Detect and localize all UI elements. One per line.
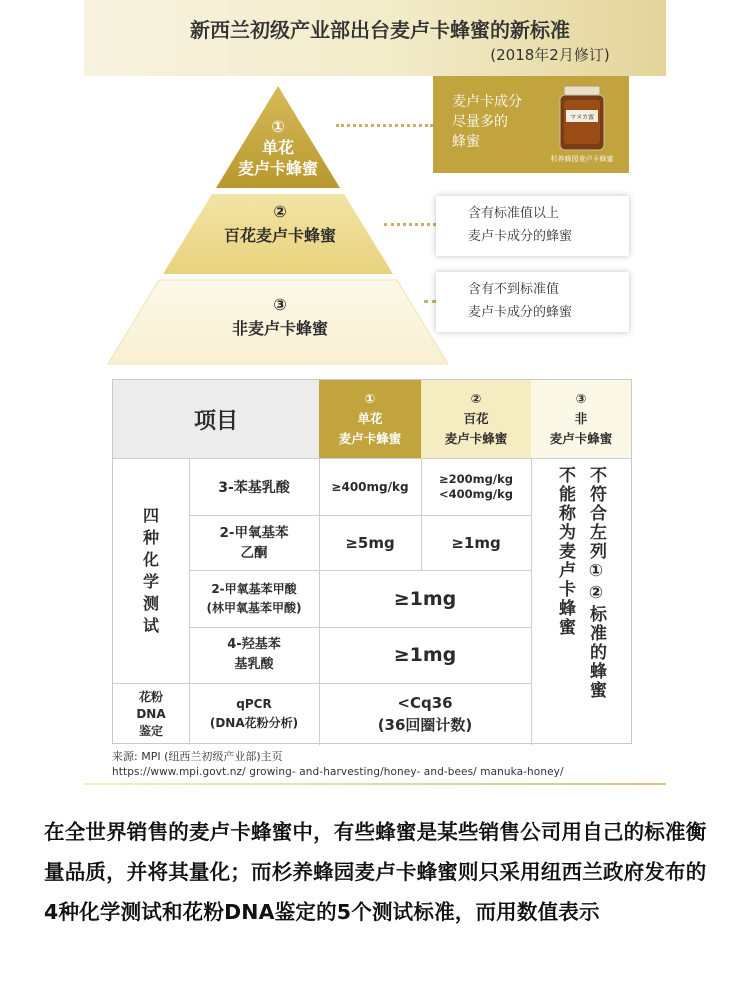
note-2-line-1: 含有标准值以上 bbox=[468, 206, 560, 221]
note-box-2 bbox=[436, 196, 629, 256]
row-1-name: 3-苯基乳酸 bbox=[218, 479, 290, 496]
row-5-value-line-2: (36回圈计数) bbox=[377, 716, 473, 734]
row-5-value-line-1: <Cq36 bbox=[397, 694, 453, 712]
note-1-line-3: 蜂蜜 bbox=[452, 134, 480, 150]
header-col-1 bbox=[319, 380, 421, 458]
header-col-3-line-2: 麦卢卡蜂蜜 bbox=[549, 431, 613, 446]
description-paragraph: 在全世界销售的麦卢卡蜂蜜中，有些蜂蜜是某些销售公司用自己的标准衡量品质，并将其量化；而杉养蜂园麦卢卡蜂蜜则只采用纽西兰政府发布的4种化学测试和花粉DNA鉴定的5个测试标准，而用数值表示 bbox=[44, 820, 707, 924]
row-3-value-merged: ≥1mg bbox=[393, 587, 457, 610]
pyramid-label-2 bbox=[180, 200, 380, 248]
note-box-3 bbox=[436, 272, 629, 332]
row-4-name-line-1: 4-羟基苯 bbox=[227, 637, 281, 652]
row-2-value-col-1: ≥5mg bbox=[345, 533, 395, 552]
header-col-3-num: ③ bbox=[575, 391, 587, 406]
connector-dots-1 bbox=[336, 124, 433, 127]
group-dna-line-1: 花粉 bbox=[138, 689, 163, 704]
pyramid-num-3: ③ bbox=[273, 295, 287, 314]
group-dna-line-2: DNA bbox=[136, 706, 166, 721]
source-label: 来源: MPI (纽西兰初级产业部)主页 bbox=[112, 750, 283, 763]
row-5-value-merged bbox=[319, 683, 531, 745]
row-2-name-line-2: 乙酮 bbox=[240, 544, 268, 561]
row-5-name bbox=[189, 683, 319, 745]
row-1-value-col-2-line-1: ≥200mg/kg bbox=[439, 471, 513, 486]
row-1-value-col-2 bbox=[421, 458, 531, 515]
note-3-line-2: 麦卢卡成分的蜂蜜 bbox=[468, 305, 573, 320]
group-dna-test bbox=[113, 683, 189, 745]
note-2-line-2: 麦卢卡成分的蜂蜜 bbox=[468, 229, 573, 244]
honey-jar-image bbox=[554, 84, 610, 152]
header-col-2-line-2: 麦卢卡蜂蜜 bbox=[444, 431, 508, 446]
page-title: 新西兰初级产业部出台麦卢卡蜂蜜的新标准 bbox=[190, 18, 570, 42]
row-4-name-line-2: 基乳酸 bbox=[234, 657, 274, 672]
divider bbox=[84, 783, 666, 785]
row-2-name-line-1: 2-甲氧基苯 bbox=[219, 524, 289, 541]
pyramid-num-2: ② bbox=[273, 202, 287, 221]
standards-table bbox=[112, 379, 632, 744]
row-5-name-line-2: (DNA花粉分析) bbox=[209, 716, 299, 730]
header-col-1-line-1: 单花 bbox=[357, 411, 383, 426]
pyramid-label-1 bbox=[208, 116, 348, 179]
header-col-3-line-1: 非 bbox=[574, 411, 588, 426]
header-col-3 bbox=[531, 380, 631, 458]
note-1-line-1: 麦卢卡成分 bbox=[452, 94, 522, 110]
pyramid-text-3: 非麦卢卡蜂蜜 bbox=[231, 319, 328, 338]
pyramid-num-1: ① bbox=[271, 117, 285, 136]
group-chemical-tests: 四种化学测试 bbox=[142, 505, 159, 635]
note-3-line-1: 含有不到标准值 bbox=[468, 282, 560, 297]
pyramid-label-3 bbox=[160, 293, 400, 341]
header-col-2 bbox=[421, 380, 531, 458]
col-3-note-a: 不符合左列①②标准的蜂蜜 bbox=[586, 466, 606, 700]
group-dna-line-3: 鉴定 bbox=[138, 723, 163, 738]
page-subtitle: (2018年2月修订) bbox=[490, 46, 610, 64]
row-3-name-line-2: (林甲氧基苯甲酸) bbox=[206, 600, 302, 615]
pyramid-text-1b: 麦卢卡蜂蜜 bbox=[237, 159, 318, 178]
col-3-note bbox=[531, 458, 631, 745]
header-col-2-line-1: 百花 bbox=[463, 411, 489, 426]
row-2-value-col-2: ≥1mg bbox=[451, 533, 501, 552]
connector-dots-3 bbox=[424, 300, 436, 303]
source-url: https://www.mpi.govt.nz/ growing- and-harvesting/honey- and-bees/ manuka-honey/ bbox=[112, 766, 564, 778]
col-3-note-b: 不能称为麦卢卡蜂蜜 bbox=[555, 466, 575, 637]
header-col-2-num: ② bbox=[470, 391, 482, 406]
note-1-line-2: 尽量多的 bbox=[452, 114, 508, 130]
pyramid-text-1a: 单花 bbox=[261, 138, 294, 157]
row-5-name-line-1: qPCR bbox=[236, 697, 272, 711]
row-1-value-col-1: ≥400mg/kg bbox=[331, 479, 409, 494]
connector-dots-2 bbox=[384, 223, 436, 226]
jar-caption: 杉养蜂园麦卢卡蜂蜜 bbox=[550, 155, 614, 163]
row-3-name-line-1: 2-甲氧基苯甲酸 bbox=[211, 581, 297, 596]
row-1-value-col-2-line-2: <400mg/kg bbox=[439, 486, 513, 501]
row-2-name bbox=[189, 515, 319, 570]
header-col-1-num: ① bbox=[364, 391, 376, 406]
row-3-name bbox=[189, 570, 319, 627]
svg-text:マヌカ蜜: マヌカ蜜 bbox=[569, 114, 595, 121]
header-col-1-line-2: 麦卢卡蜂蜜 bbox=[338, 431, 402, 446]
row-4-value-merged: ≥1mg bbox=[393, 644, 457, 666]
note-1-text bbox=[452, 92, 552, 152]
header-item: 项目 bbox=[113, 380, 319, 458]
pyramid-text-2: 百花麦卢卡蜂蜜 bbox=[223, 226, 336, 245]
row-4-name bbox=[189, 627, 319, 683]
